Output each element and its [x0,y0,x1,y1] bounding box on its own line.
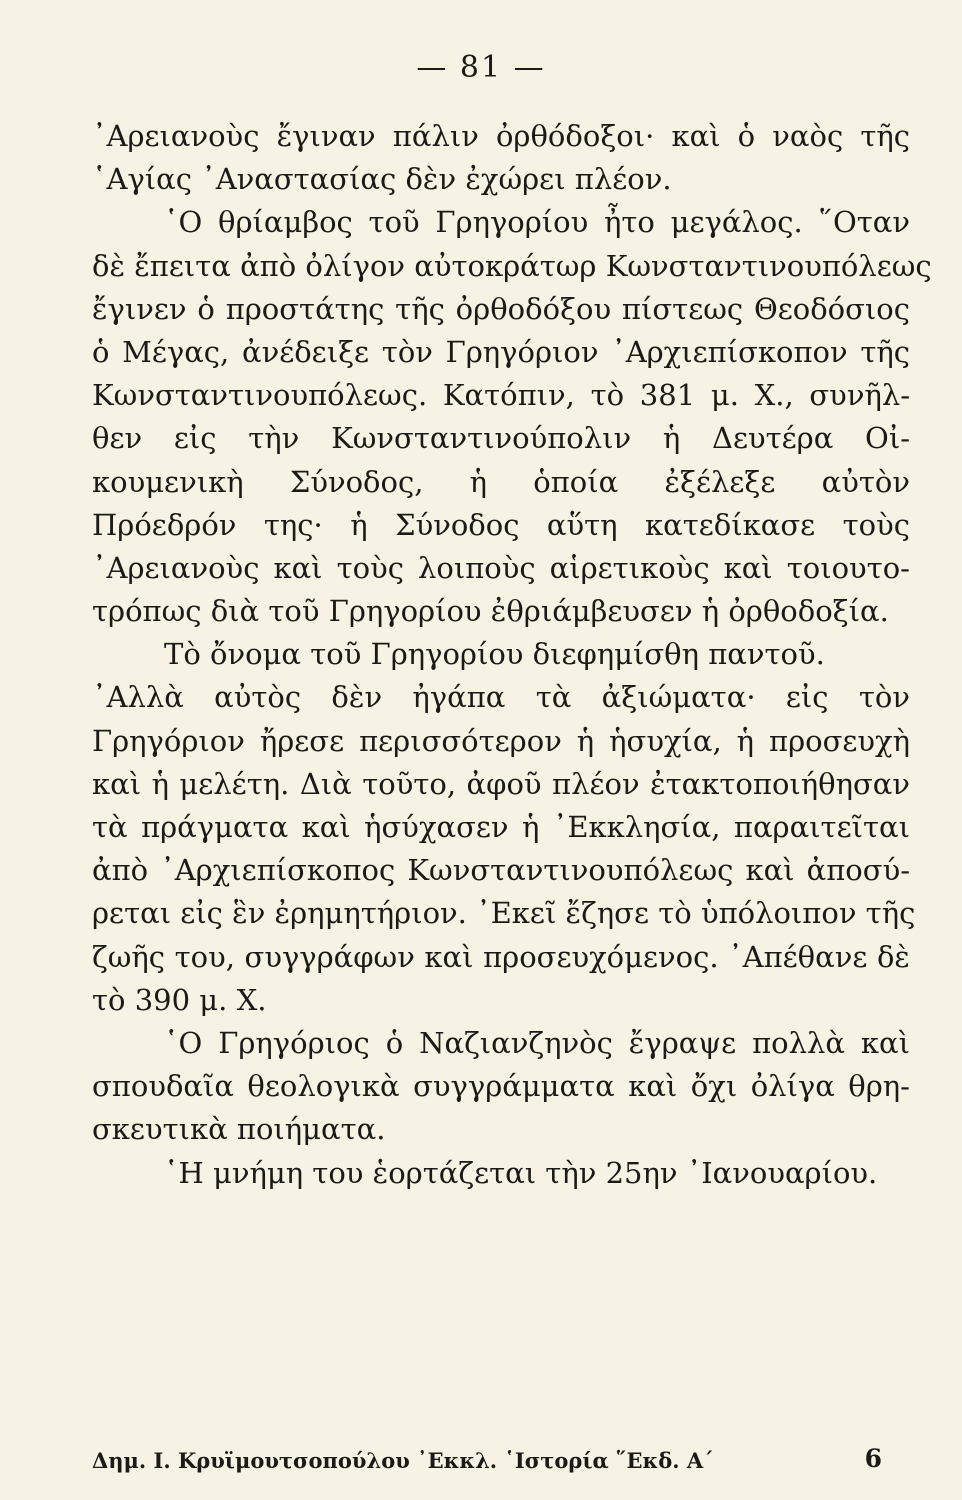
text-line: κουμενικὴ Σύνοδος, ἡ ὁποία ἐξέλεξε αὐτὸν [92,464,910,499]
body-text [92,115,932,1195]
text-line: ᾿Αρειανοὺς ἔγιναν πάλιν ὀρθόδοξοι· καὶ ὁ ναὸς τῆς [92,119,910,153]
text-line: τὰ πράγματα καὶ ἡσύχασεν ἡ ᾿Εκκλησία, παραιτεῖται [92,810,910,844]
text-line: ᾿Αλλὰ αὐτὸς δὲν ἠγάπα τὰ ἀξιώματα· εἰς τὸν [92,680,910,715]
text-line: δὲ ἔπειτα ἀπὸ ὀλίγον αὐτοκράτωρ Κωνσταντινουπόλεως [92,248,932,283]
text-line: σκευτικὰ ποιήματα. [92,1112,386,1147]
text-line: ῾Ο θρίαμβος τοῦ Γρηγορίου ἦτο μεγάλος. ῞Οταν [164,205,910,240]
text-line: ῾Ο Γρηγόριος ὁ Ναζιανζηνὸς ἔγραψε πολλὰ καὶ [164,1025,910,1060]
text-line: Πρόεδρόν της· ἡ Σύνοδος αὕτη κατεδίκασε τοὺς [92,507,910,542]
text-line: σπουδαῖα θεολογικὰ συγγράμματα καὶ ὄχι ὀλίγα θρη- [92,1069,910,1104]
text-line: ἀπὸ ᾿Αρχιεπίσκοπος Κωνσταντινουπόλεως καὶ ἀποσύ- [92,853,910,888]
text-line: ζωῆς του, συγγράφων καὶ προσευχόμενος. ᾿Απέθανε δὲ [92,939,910,974]
text-line: ὁ Μέγας, ἀνέδειξε τὸν Γρηγόριον ᾿Αρχιεπίσκοπον τῆς [92,334,910,369]
text-line: θεν εἰς τὴν Κωνσταντινούπολιν ἡ Δευτέρα Οἰ- [92,421,910,456]
text-line: ἔγινεν ὁ προστάτης τῆς ὀρθοδόξου πίστεως Θεοδόσιος [92,291,910,326]
text-line: καὶ ἡ μελέτη. Διὰ τοῦτο, ἀφοῦ πλέον ἐτακτοποιήθησαν [92,766,910,801]
text-line: ρεται εἰς ἓν ἐρημητήριον. ᾿Εκεῖ ἔζησε τὸ ὑπόλοιπον τῆς [92,896,916,931]
text-line: Γρηγόριον ἤρεσε περισσότερον ἡ ἡσυχία, ἡ προσευχὴ [92,723,910,758]
page-number: — 81 — [416,50,546,85]
text-line: Κωνσταντινουπόλεως. Κατόπιν, τὸ 381 μ. Χ., συνῆλ- [92,378,910,413]
text-line: τὸ 390 μ. Χ. [92,982,267,1017]
text-line: Τὸ ὄνομα τοῦ Γρηγορίου διεφημίσθη παντοῦ. [164,637,825,672]
text-line: τρόπως διὰ τοῦ Γρηγορίου ἐθριάμβευσεν ἡ ὀρθοδοξία. [92,594,889,629]
text-line: ῾Αγίας ᾿Αναστασίας δὲν ἐχώρει πλέον. [92,162,672,197]
footer-citation: Δημ. Ι. Κρυϊμουτσοπούλου ᾿Εκκλ. ῾Ιστορία ῞Εκδ. Α΄ [92,1448,714,1473]
footer-signature: 6 [864,1444,882,1473]
text-line: ῾Η μνήμη του ἑορτάζεται τὴν 25ην ᾿Ιανουαρίου. [164,1155,878,1190]
text-line: ᾿Αρειανοὺς καὶ τοὺς λοιποὺς αἱρετικοὺς καὶ τοιουτο- [92,550,910,585]
